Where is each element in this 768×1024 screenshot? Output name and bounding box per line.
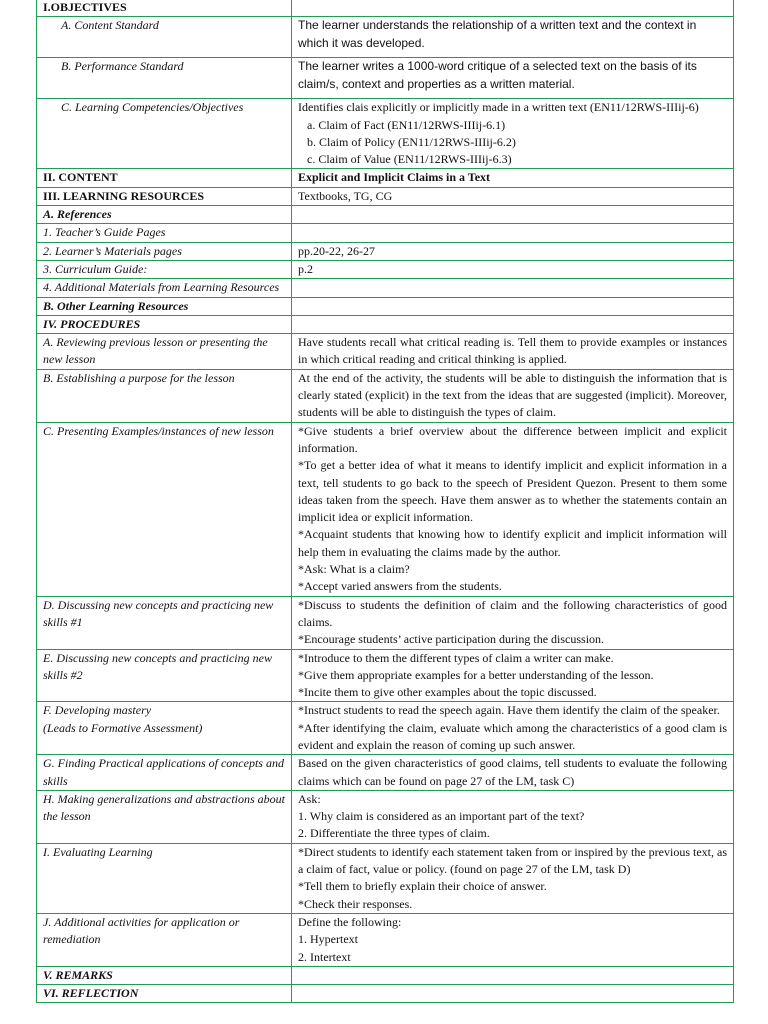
references-empty-cell bbox=[292, 206, 734, 224]
content-standard-row bbox=[37, 17, 734, 58]
procedure-label: F. Developing mastery bbox=[43, 703, 152, 718]
procedure-line: *Accept varied answers from the students. bbox=[298, 579, 502, 594]
procedure-text bbox=[292, 913, 734, 966]
reflection-heading: VI. REFLECTION bbox=[37, 985, 292, 1003]
procedure-line: *Direct students to identify each statement taken from or inspired by the previous text, as a claim of fact, value or policy. (found on page 27 of the LM, task D) bbox=[298, 844, 727, 877]
procedure-row bbox=[37, 843, 734, 913]
procedure-line: *Ask: What is a claim? bbox=[298, 562, 410, 577]
procedure-label: H. Making generalizations and abstractions about the lesson bbox=[37, 790, 292, 843]
procedure-row bbox=[37, 649, 734, 702]
references-heading: A. References bbox=[37, 206, 292, 224]
performance-standard-text: The learner writes a 1000-word critique of a selected text on the basis of its claim/s, context and properties as a written material. bbox=[292, 58, 734, 99]
remarks-heading: V. REMARKS bbox=[37, 966, 292, 984]
reflection-row bbox=[37, 985, 734, 1003]
competency-item: b. Claim of Policy (EN11/12RWS-IIIij-6.2) bbox=[307, 134, 516, 149]
curriculum-guide-label: 3. Curriculum Guide: bbox=[37, 260, 292, 278]
procedure-text bbox=[292, 790, 734, 843]
procedure-text bbox=[292, 334, 734, 370]
procedure-label: I. Evaluating Learning bbox=[37, 843, 292, 913]
content-standard-text: The learner understands the relationship of a written text and the context in which it was developed. bbox=[292, 17, 734, 58]
procedure-row bbox=[37, 755, 734, 791]
learning-resources-row bbox=[37, 187, 734, 205]
procedure-line: Define the following: bbox=[298, 914, 402, 929]
procedure-line: *Give them appropriate examples for a better understanding of the lesson. bbox=[298, 667, 654, 682]
procedure-line: *After identifying the claim, evaluate which among the characteristics of a good clam is evident and explain the reason of coming up such answer. bbox=[298, 720, 727, 752]
procedure-label: B. Establishing a purpose for the lesson bbox=[37, 369, 292, 422]
teachers-guide-row bbox=[37, 224, 734, 242]
learning-resources-heading: III. LEARNING RESOURCES bbox=[37, 187, 292, 205]
competencies-label: C. Learning Competencies/Objectives bbox=[37, 99, 292, 169]
competency-item: c. Claim of Value (EN11/12RWS-IIIij-6.3) bbox=[307, 152, 512, 167]
competencies-row bbox=[37, 99, 734, 169]
learning-resources-value: Textbooks, TG, CG bbox=[292, 187, 734, 205]
learners-materials-label: 2. Learner’s Materials pages bbox=[37, 242, 292, 260]
objectives-heading: I.OBJECTIVES bbox=[37, 0, 292, 17]
procedure-row bbox=[37, 596, 734, 649]
procedure-line: *Check their responses. bbox=[298, 896, 413, 911]
procedure-line: *Discuss to students the definition of claim and the following characteristics of good claims. bbox=[298, 597, 727, 629]
procedure-text bbox=[292, 422, 734, 596]
additional-materials-label: 4. Additional Materials from Learning Resources bbox=[37, 279, 292, 297]
objectives-empty-cell bbox=[292, 0, 734, 17]
procedure-line: Have students recall what critical reading is. Tell them to provide examples or instances in which critical reading and critical thinking is applied. bbox=[298, 335, 727, 367]
additional-materials-row bbox=[37, 279, 734, 297]
procedure-line: *Give students a brief overview about the difference between implicit and explicit information. bbox=[298, 423, 727, 455]
procedure-label: E. Discussing new concepts and practicing new skills #2 bbox=[37, 649, 292, 702]
procedure-line: 2. Differentiate the three types of claim. bbox=[298, 826, 490, 841]
procedure-text bbox=[292, 843, 734, 913]
procedure-line: Based on the given characteristics of good claims, tell students to evaluate the following claims which can be found on page 27 of the LM, task C) bbox=[298, 756, 727, 788]
curriculum-guide-value: p.2 bbox=[292, 260, 734, 278]
procedure-line: 1. Hypertext bbox=[298, 932, 358, 947]
content-standard-label: A. Content Standard bbox=[37, 17, 292, 58]
procedure-label: J. Additional activities for application or remediation bbox=[37, 913, 292, 966]
procedure-label: D. Discussing new concepts and practicing new skills #1 bbox=[37, 596, 292, 649]
lesson-plan-table bbox=[36, 0, 734, 1003]
learners-materials-row bbox=[37, 242, 734, 260]
other-resources-heading: B. Other Learning Resources bbox=[37, 297, 292, 315]
procedure-row bbox=[37, 369, 734, 422]
procedure-row bbox=[37, 790, 734, 843]
competency-main: Identifies clais explicitly or implicitly made in a written text (EN11/12RWS-IIIij-6) bbox=[298, 100, 699, 115]
procedure-line: *Acquaint students that knowing how to identify explicit and implicit information will help them in evaluating the claims made by the author. bbox=[298, 527, 727, 559]
procedure-text bbox=[292, 702, 734, 755]
procedure-text bbox=[292, 649, 734, 702]
procedure-line: *Tell them to briefly explain their choice of answer. bbox=[298, 879, 547, 894]
procedure-row bbox=[37, 334, 734, 370]
performance-standard-label: B. Performance Standard bbox=[37, 58, 292, 99]
procedure-line: *To get a better idea of what it means to identify implicit and explicit information in a text, tell students to go back to the speech of President Quezon. Present to them some ideas taken from the speech. Have them answer as to whether the statements contain an implicit idea or explicit information. bbox=[298, 458, 727, 525]
additional-materials-value bbox=[292, 279, 734, 297]
procedure-line: Ask: bbox=[298, 791, 321, 806]
content-heading: II. CONTENT bbox=[37, 169, 292, 187]
procedure-label: C. Presenting Examples/instances of new lesson bbox=[37, 422, 292, 596]
procedure-text bbox=[292, 369, 734, 422]
procedure-row bbox=[37, 422, 734, 596]
reflection-empty-cell bbox=[292, 985, 734, 1003]
procedure-label-cell bbox=[37, 702, 292, 755]
procedure-line: *Encourage students’ active participation during the discussion. bbox=[298, 632, 605, 647]
teachers-guide-value bbox=[292, 224, 734, 242]
procedures-empty-cell bbox=[292, 315, 734, 333]
teachers-guide-label: 1. Teacher’s Guide Pages bbox=[37, 224, 292, 242]
procedure-label-sub: (Leads to Formative Assessment) bbox=[43, 720, 203, 735]
content-row bbox=[37, 169, 734, 187]
procedure-row bbox=[37, 913, 734, 966]
procedure-label: A. Reviewing previous lesson or presenting the new lesson bbox=[37, 334, 292, 370]
competencies-cell bbox=[292, 99, 734, 169]
content-value: Explicit and Implicit Claims in a Text bbox=[292, 169, 734, 187]
procedure-label: G. Finding Practical applications of concepts and skills bbox=[37, 755, 292, 791]
performance-standard-row bbox=[37, 58, 734, 99]
procedure-line: *Incite them to give other examples about the topic discussed. bbox=[298, 685, 597, 700]
objectives-row bbox=[37, 0, 734, 17]
curriculum-guide-row bbox=[37, 260, 734, 278]
procedure-text bbox=[292, 755, 734, 791]
procedure-text bbox=[292, 596, 734, 649]
remarks-empty-cell bbox=[292, 966, 734, 984]
procedure-line: *Introduce to them the different types of claim a writer can make. bbox=[298, 650, 614, 665]
remarks-row bbox=[37, 966, 734, 984]
procedure-line: *Instruct students to read the speech again. Have them identify the claim of the speaker. bbox=[298, 703, 720, 718]
other-resources-row bbox=[37, 297, 734, 315]
competency-item: a. Claim of Fact (EN11/12RWS-IIIij-6.1) bbox=[307, 117, 506, 132]
procedures-heading: IV. PROCEDURES bbox=[37, 315, 292, 333]
procedures-row bbox=[37, 315, 734, 333]
procedure-line: At the end of the activity, the students will be able to distinguish the information that is clearly stated (explicit) in the text from the ideas that are suggested (implicit). Moreover, students will be able to distinguish the types of claim. bbox=[298, 370, 727, 420]
procedure-row bbox=[37, 702, 734, 755]
learners-materials-value: pp.20-22, 26-27 bbox=[292, 242, 734, 260]
references-row bbox=[37, 206, 734, 224]
procedure-line: 2. Intertext bbox=[298, 949, 351, 964]
other-resources-empty-cell bbox=[292, 297, 734, 315]
procedure-line: 1. Why claim is considered as an important part of the text? bbox=[298, 809, 585, 824]
